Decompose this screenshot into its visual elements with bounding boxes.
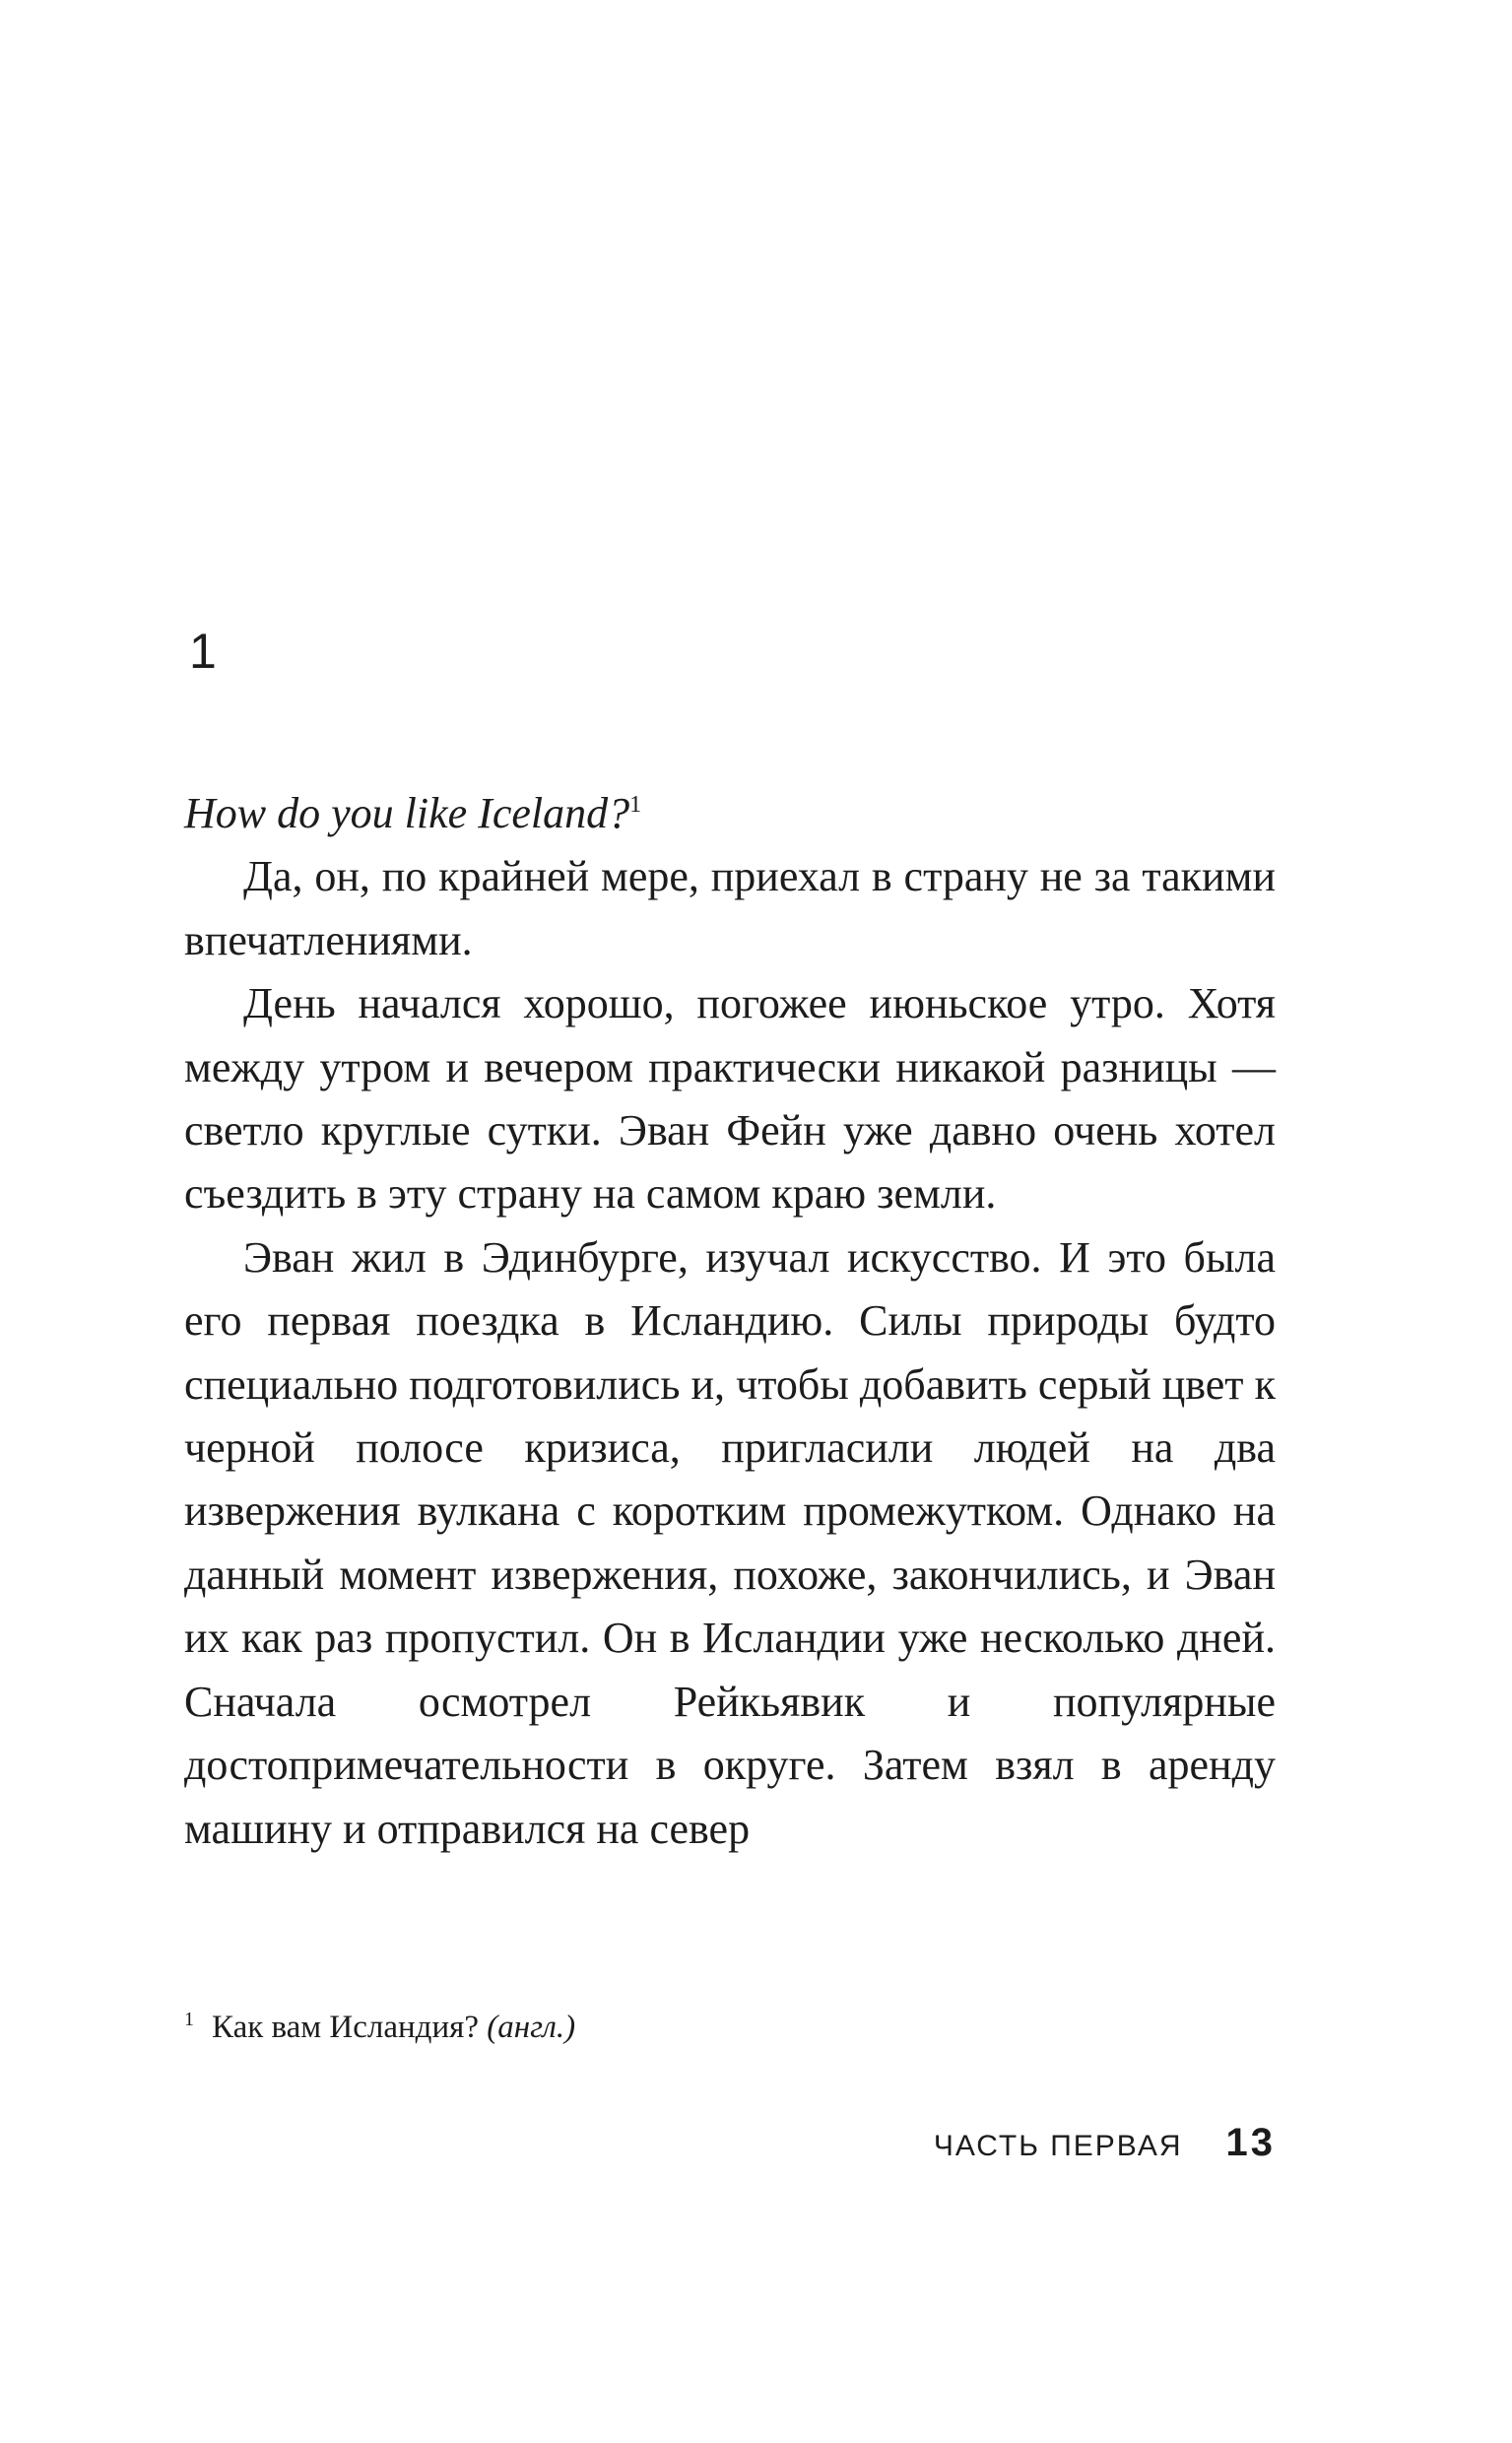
footnote-reference: 1	[629, 792, 642, 818]
main-text	[184, 782, 1276, 1861]
page-number: 13	[1225, 2121, 1276, 2164]
paragraph-1: Да, он, по крайней мере, приехал в страну не за такими впечатлениями.	[184, 852, 1276, 964]
paragraph-3: Эван жил в Эдинбурге, изучал искусство. И это была его первая поездка в Исландию. Силы природы будто специально подготовились и, чтобы добавить серый цвет к черной полосе кризиса, пригласили людей на два извержения вулкана с коротким промежутком. Однако на данный момент извержения, похоже, закончились, и Эван их как раз пропустил. Он в Исландии уже несколько дней. Сначала осмотрел Рейкьявик и популярные достопримечательности в округе. Затем взял в аренду машину и отправился на север	[184, 1232, 1276, 1853]
paragraph-2: День начался хорошо, погожее июньское утро. Хотя между утром и вечером практически никакой разницы — светло круглые сутки. Эван Фейн уже давно очень хотел съездить в эту страну на самом краю земли.	[184, 979, 1276, 1219]
footnote	[184, 2008, 575, 2048]
epigraph-text: How do you like Iceland?	[184, 789, 630, 837]
part-label: ЧАСТЬ ПЕРВАЯ	[933, 2130, 1183, 2162]
footnote-text: Как вам Исландия?	[212, 2010, 479, 2045]
epigraph	[184, 782, 1276, 845]
chapter-number: 1	[189, 624, 217, 679]
running-footer	[934, 2121, 1276, 2165]
footnote-mark: 1	[184, 2009, 194, 2030]
footnote-language: (англ.)	[487, 2010, 576, 2045]
